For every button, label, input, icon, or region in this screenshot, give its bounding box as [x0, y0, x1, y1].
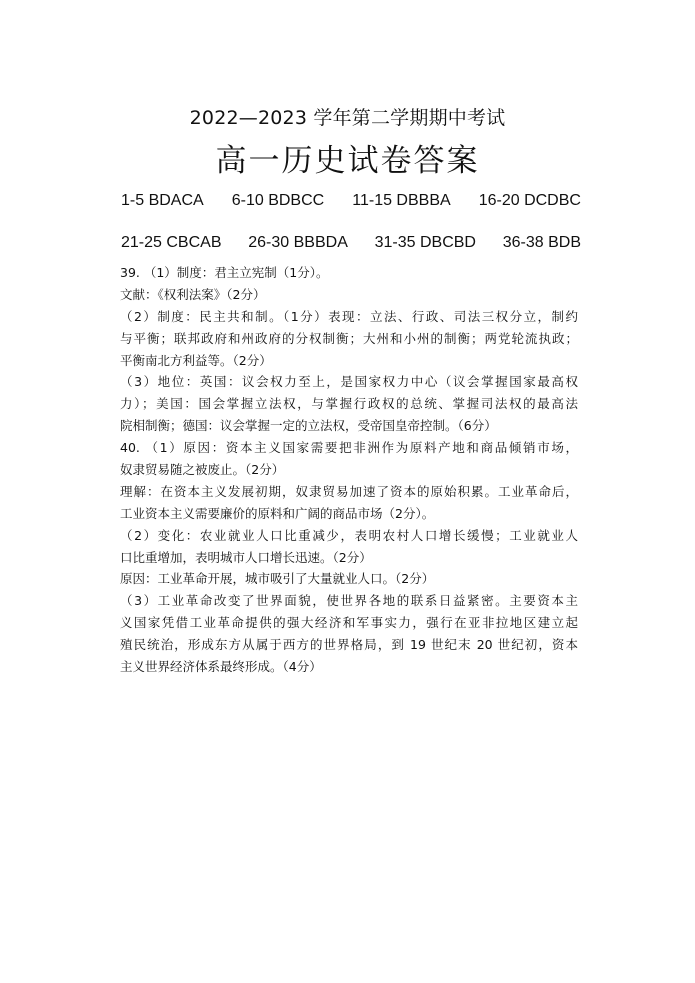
- paper-title: 高一历史试卷答案: [215, 143, 480, 179]
- answer-line: 与平衡；联邦政府和州政府的分权制衡；大州和小州的制衡；两党轮流执政；: [120, 330, 578, 346]
- answer-line: （2）变化：农业就业人口比重减少，表明农村人口增长缓慢；工业就业人: [120, 527, 578, 543]
- answer-group: 6-10 BDBCC: [231, 192, 325, 209]
- answer-line: （2）制度：民主共和制。（1分）表现：立法、行政、司法三权分立，制约: [120, 308, 578, 324]
- answer-line: 主义世界经济体系最终形成。（4分）: [120, 659, 322, 675]
- answer-line: 平衡南北方利益等。（2分）: [120, 352, 272, 368]
- question-39-answer: [120, 262, 578, 437]
- question-40-answer: [120, 437, 578, 678]
- answer-line: 义国家凭借工业革命提供的强大经济和军事实力，强行在亚非拉地区建立起: [120, 615, 578, 631]
- answer-group: 31-35 DBCBD: [374, 234, 476, 251]
- choice-answers-row-2: [121, 232, 581, 254]
- answer-line: 文献：《权利法案》（2分）: [120, 286, 266, 302]
- answer-line: 40. （1）原因：资本主义国家需要把非洲作为原料产地和商品倾销市场，: [120, 440, 578, 456]
- answer-line: 原因：工业革命开展，城市吸引了大量就业人口。（2分）: [120, 571, 435, 587]
- answer-line: 工业资本主义需要廉价的原料和广阔的商品市场（2分）。: [120, 505, 435, 521]
- answer-group: 1-5 BDACA: [121, 192, 204, 209]
- choice-answers-row-1: [121, 190, 581, 212]
- answer-group: 21-25 CBCAB: [121, 234, 222, 251]
- answer-line: 力）；美国：国会掌握立法权，与掌握行政权的总统、掌握司法权的最高法: [120, 396, 578, 412]
- answer-group: 11-15 DBBBA: [352, 192, 451, 209]
- answer-group: 16-20 DCDBC: [478, 192, 581, 209]
- exam-title: 2022—2023 学年第二学期期中考试: [189, 107, 506, 129]
- answer-group: 36-38 BDB: [502, 234, 581, 251]
- answer-line: 39. （1）制度：君主立宪制（1分）。: [120, 265, 329, 280]
- answer-line: 殖民统治，形成东方从属于西方的世界格局，到 19 世纪末 20 世纪初，资本: [120, 637, 578, 653]
- answer-line: 理解：在资本主义发展初期，奴隶贸易加速了资本的原始积累。工业革命后，: [120, 483, 578, 499]
- answer-line: 院相制衡；德国：议会掌握一定的立法权，受帝国皇帝控制。（6分）: [120, 418, 497, 434]
- answer-line: 奴隶贸易随之被废止。（2分）: [120, 462, 285, 478]
- answer-group: 26-30 BBBDA: [248, 234, 348, 251]
- answer-line: 口比重增加，表明城市人口增长迅速。（2分）: [120, 549, 372, 565]
- answer-line: （3）工业革命改变了世界面貌，使世界各地的联系日益紧密。主要资本主: [120, 593, 578, 609]
- answer-line: （3）地位：英国：议会权力至上，是国家权力中心（议会掌握国家最高权: [120, 374, 578, 390]
- essay-answers: [120, 262, 578, 678]
